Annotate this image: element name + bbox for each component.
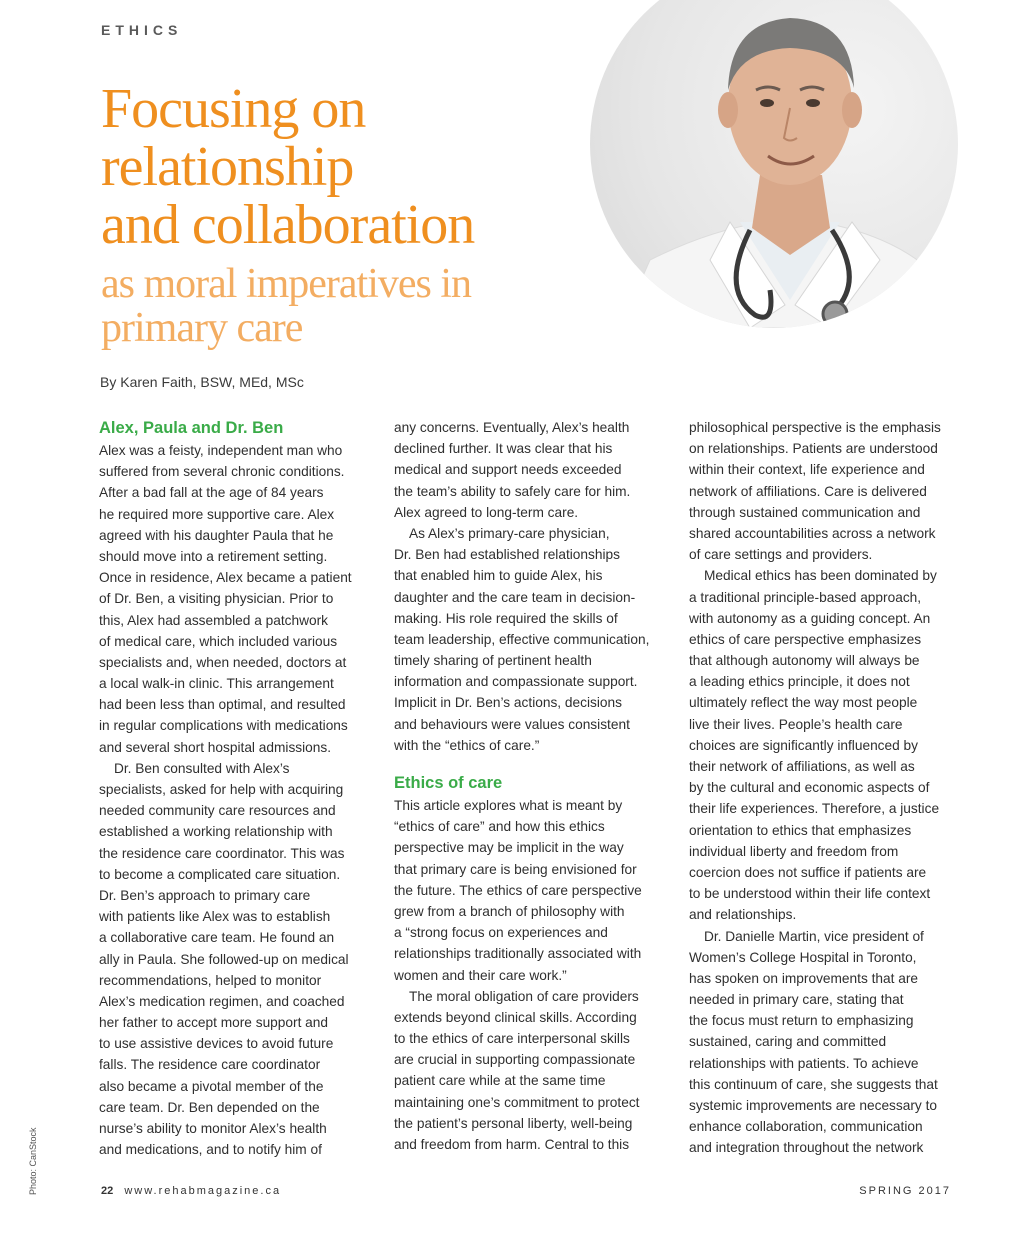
text-line: the future. The ethics of care perspective — [394, 882, 642, 898]
text-line: This article explores what is meant by — [394, 798, 623, 813]
text-line: the patient’s personal liberty, well-being — [394, 1115, 633, 1131]
text-line: of care settings and providers. — [689, 547, 873, 563]
text-line: team leadership, effective communication, — [394, 631, 650, 647]
text-line: her father to accept more support and — [99, 1015, 329, 1031]
text-line: declined further. It was clear that his — [394, 441, 613, 457]
text-line: needed in primary care, stating that — [689, 992, 904, 1008]
article-column-1 — [99, 417, 367, 1160]
text-line: to use assistive devices to avoid future — [99, 1036, 334, 1052]
subheadline — [101, 262, 621, 350]
text-line: to the ethics of care interpersonal skills — [394, 1031, 630, 1047]
text-line: by the cultural and economic aspects of — [689, 780, 930, 796]
text-line: ultimately reflect the way most people — [689, 695, 918, 711]
text-line: should move into a retirement setting. — [99, 548, 328, 564]
headline-line: Focusing on — [101, 78, 366, 140]
text-line: recommendations, helped to monitor — [99, 972, 322, 988]
text-line: with patients like Alex was to establish — [99, 909, 331, 925]
text-line: through sustained communication and — [689, 504, 921, 520]
text-line: shared accountabilities across a network — [689, 525, 936, 541]
text-line: Alex was a feisty, independent man who — [99, 443, 343, 458]
text-line: sustained, caring and committed — [689, 1034, 887, 1050]
text-line: ally in Paula. She followed-up on medical — [99, 951, 349, 967]
text-line: and relationships. — [689, 907, 797, 923]
text-line: Once in residence, Alex became a patient — [99, 570, 352, 586]
text-line: coercion does not suffice if patients are — [689, 864, 927, 880]
text-line: with autonomy as a guiding concept. An — [689, 610, 931, 626]
text-line: their network of affiliations, as well as — [689, 759, 915, 774]
text-line: and medications, and to notify him of — [99, 1142, 322, 1158]
text-line: Women’s College Hospital in Toronto, — [689, 949, 917, 965]
text-line: and integration throughout the network — [689, 1140, 924, 1156]
article-column-2 — [394, 417, 662, 1155]
text-line: he required more supportive care. Alex — [99, 506, 335, 522]
text-line: in regular complications with medications — [99, 718, 348, 734]
doctor-portrait-icon — [590, 0, 958, 328]
text-line: on relationships. Patients are understood — [689, 441, 938, 457]
text-line: timely sharing of pertinent health — [394, 653, 592, 669]
text-line: perspective may be implicit in the way — [394, 840, 624, 856]
text-line: and freedom from harm. Central to this — [394, 1137, 630, 1152]
text-line: this, Alex had assembled a patchwork — [99, 612, 329, 628]
text-line: to be understood within their life context — [689, 886, 931, 902]
text-line: relationships traditionally associated with — [394, 946, 642, 962]
text-line: philosophical perspective is the emphasis — [689, 420, 941, 435]
text-line: After a bad fall at the age of 84 years — [99, 485, 324, 501]
text-line: that primary care is being envisioned for — [394, 861, 637, 877]
text-line: extends beyond clinical skills. According — [394, 1009, 637, 1025]
text-line: any concerns. Eventually, Alex’s health — [394, 420, 630, 435]
text-line: Medical ethics has been dominated by — [704, 568, 937, 584]
text-line: needed community care resources and — [99, 803, 336, 819]
text-line: Dr. Ben had established relationships — [394, 547, 620, 563]
byline: By Karen Faith, BSW, MEd, MSc — [100, 374, 304, 390]
text-line: of Dr. Ben, a visiting physician. Prior to — [99, 591, 334, 607]
headline-line: and collaboration — [101, 194, 475, 256]
text-line: the team’s ability to safely care for him. — [394, 483, 631, 499]
subheadline-line: as moral imperatives in — [101, 261, 472, 307]
text-line: specialists and, when needed, doctors at — [99, 654, 347, 670]
text-line: with the “ethics of care.” — [394, 737, 540, 753]
page-number: 22 — [101, 1185, 114, 1197]
text-line: and behaviours were values consistent — [394, 716, 630, 732]
text-line: relationships with patients. To achieve — [689, 1055, 919, 1071]
text-line: also became a pivotal member of the — [99, 1078, 324, 1094]
text-line: women and their care work.” — [394, 967, 567, 983]
text-line: As Alex’s primary-care physician, — [409, 525, 610, 541]
text-line: their life experiences. Therefore, a justice — [689, 801, 940, 817]
text-line: maintaining one’s commitment to protect — [394, 1094, 640, 1110]
text-line: established a working relationship with — [99, 824, 333, 840]
footer-left — [101, 1185, 281, 1197]
text-line: Implicit in Dr. Ben’s actions, decisions — [394, 695, 622, 711]
text-line: that enabled him to guide Alex, his — [394, 568, 603, 584]
text-line: of medical care, which included various — [99, 633, 338, 649]
text-line: Alex agreed to long-term care. — [394, 504, 579, 520]
text-line: had been less than optimal, and resulted — [99, 697, 346, 713]
headline-line: relationship — [101, 136, 354, 198]
text-line: Dr. Danielle Martin, vice president of — [704, 928, 924, 944]
text-line: a “strong focus on experiences and — [394, 925, 608, 941]
article-column-3 — [689, 417, 954, 1159]
text-line: The moral obligation of care providers — [409, 988, 639, 1004]
text-line: that although autonomy will always be — [689, 653, 920, 669]
text-line: nurse’s ability to monitor Alex’s health — [99, 1121, 327, 1136]
text-line: daughter and the care team in decision- — [394, 589, 636, 605]
text-line: the focus must return to emphasizing — [689, 1013, 914, 1029]
text-line: care team. Dr. Ben depended on the — [99, 1099, 320, 1115]
text-line: Dr. Ben’s approach to primary care — [99, 887, 311, 903]
text-line: Dr. Ben consulted with Alex’s — [114, 760, 290, 776]
text-line: specialists, asked for help with acquiring — [99, 782, 344, 797]
text-line: Alex’s medication regimen, and coached — [99, 993, 345, 1009]
text-line: enhance collaboration, communication — [689, 1119, 923, 1135]
text-line: ethics of care perspective emphasizes — [689, 631, 922, 647]
section-heading: Ethics of care — [394, 774, 503, 792]
footer-url: www.rehabmagazine.ca — [124, 1185, 282, 1197]
text-line: patient care while at the same time — [394, 1073, 606, 1089]
text-line: this continuum of care, she suggests that — [689, 1076, 938, 1092]
text-line: making. His role required the skills of — [394, 610, 618, 626]
issue-label: SPRING 2017 — [859, 1185, 951, 1197]
subheadline-line: primary care — [101, 305, 303, 351]
text-line: the residence care coordinator. This was — [99, 845, 345, 861]
section-label: ETHICS — [101, 22, 183, 38]
text-line: suffered from several chronic conditions. — [99, 464, 345, 480]
text-line: live their lives. People’s health care — [689, 716, 903, 732]
text-line: information and compassionate support. — [394, 674, 638, 690]
text-line: falls. The residence care coordinator — [99, 1057, 321, 1073]
text-line: network of affiliations. Care is delivered — [689, 483, 927, 499]
headline — [101, 80, 621, 254]
text-line: systemic improvements are necessary to — [689, 1098, 937, 1113]
text-line: a local walk-in clinic. This arrangement — [99, 676, 334, 692]
text-line: choices are significantly influenced by — [689, 737, 919, 753]
text-line: and several short hospital admissions. — [99, 739, 332, 755]
text-line: to become a complicated care situation. — [99, 866, 341, 882]
text-line: individual liberty and freedom from — [689, 843, 899, 859]
text-line: a traditional principle-based approach, — [689, 589, 922, 605]
text-line: a leading ethics principle, it does not — [689, 674, 910, 690]
photo-credit: Photo: CanStock — [28, 1127, 38, 1195]
text-line: grew from a branch of philosophy with — [394, 903, 625, 919]
text-line: “ethics of care” and how this ethics — [394, 819, 605, 835]
text-line: are crucial in supporting compassionate — [394, 1052, 636, 1068]
text-line: medical and support needs exceeded — [394, 462, 622, 478]
paragraph-gap — [394, 756, 662, 772]
section-heading: Alex, Paula and Dr. Ben — [99, 419, 284, 437]
text-line: orientation to ethics that emphasizes — [689, 822, 912, 838]
doctor-portrait-photo — [590, 0, 958, 328]
text-line: a collaborative care team. He found an — [99, 930, 335, 946]
text-line: agreed with his daughter Paula that he — [99, 527, 334, 543]
text-line: within their context, life experience and — [689, 462, 925, 478]
text-line: has spoken on improvements that are — [689, 970, 919, 986]
